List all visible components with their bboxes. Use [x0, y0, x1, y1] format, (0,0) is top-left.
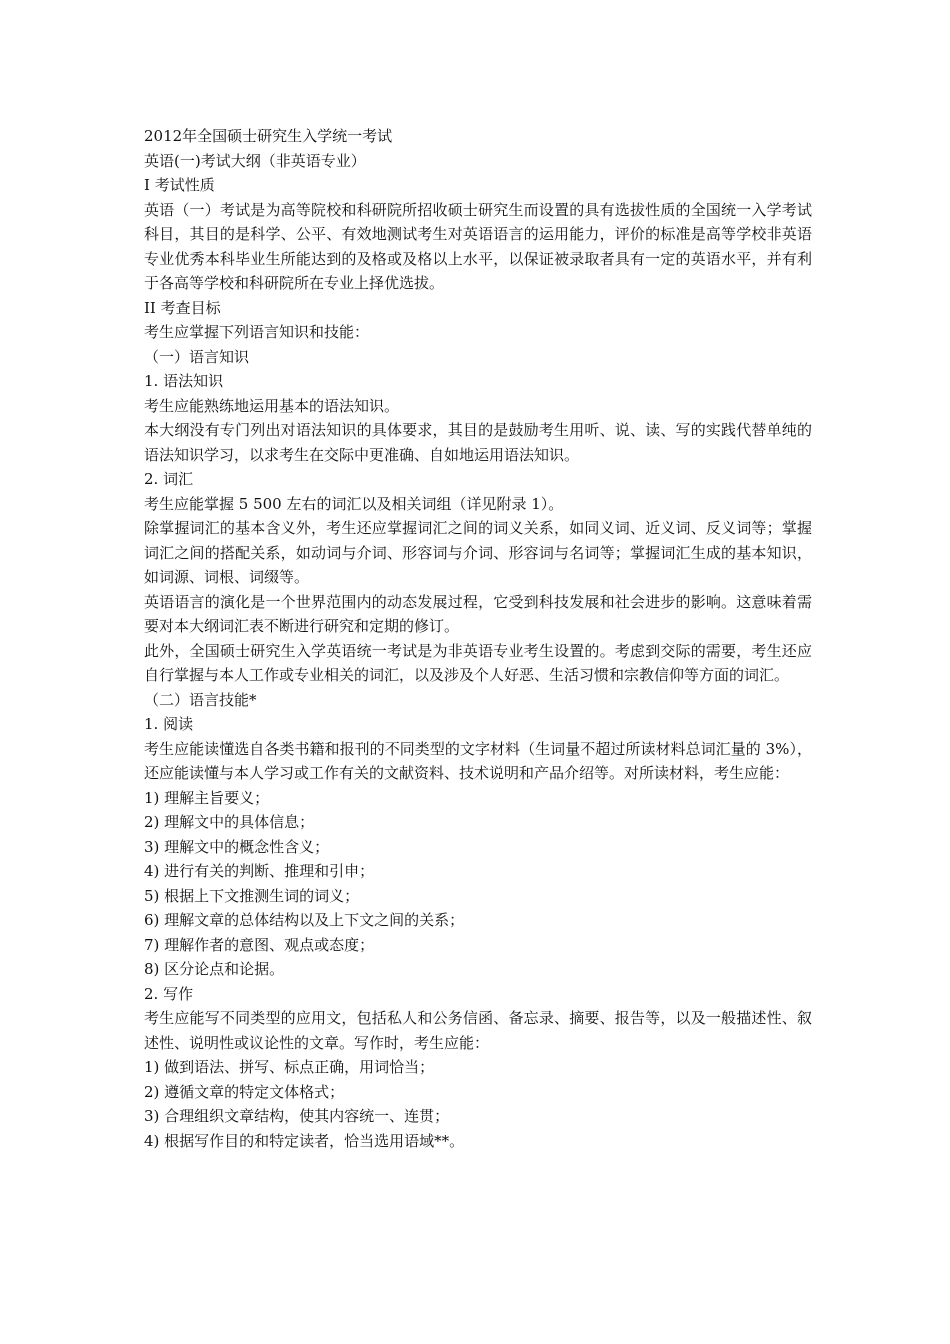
reading-intro-paragraph: 考生应能读懂选自各类书籍和报刊的不同类型的文字材料（生词量不超过所读材料总词汇量的 3%），还应能读懂与本人学习或工作有关的文献资料、技术说明和产品介绍等。对所读材料，考生应能：: [144, 739, 812, 782]
grammar-paragraph: 考生应能熟练地运用基本的语法知识。: [144, 396, 400, 415]
item-heading-grammar: 1. 语法知识: [144, 372, 224, 390]
writing-intro-paragraph: 考生应能写不同类型的应用文，包括私人和公务信函、备忘录、摘要、报告等，以及一般描述性、叙述性、说明性或议论性的文章。写作时，考生应能：: [144, 1009, 812, 1052]
list-item: 1) 理解主旨要义；: [144, 788, 270, 807]
vocabulary-paragraph: 除掌握词汇的基本含义外，考生还应掌握词汇之间的词义关系，如同义词、近义词、反义词等；掌握词汇之间的搭配关系，如动词与介词、形容词与介词、形容词与名词等；掌握词汇生成的基本知识，如词源、词根、词缀等。: [144, 519, 812, 586]
section-intro-objectives: 考生应掌握下列语言知识和技能：: [144, 323, 370, 341]
list-item: 1) 做到语法、拼写、标点正确，用词恰当；: [144, 1058, 435, 1076]
list-item: 4) 根据写作目的和特定读者，恰当选用语域**。: [144, 1131, 465, 1150]
list-item: 7) 理解作者的意图、观点或态度；: [144, 935, 375, 954]
section-body-nature: 英语（一）考试是为高等院校和科研院所招收硕士研究生而设置的具有选拔性质的全国统一入学考试科目，其目的是科学、公平、有效地测试考生对英语语言的运用能力，评价的标准是高等学校非英语专业优秀本科毕业生所能达到的及格或及格以上水平，以保证被录取者具有一定的英语水平，并有利于各高等学校和科研院所在专业上择优选拔。: [144, 200, 812, 292]
subsection-heading-skills: （二）语言技能*: [144, 690, 257, 709]
item-heading-reading: 1. 阅读: [144, 715, 194, 733]
document-title: 2012年全国硕士研究生入学统一考试: [144, 127, 393, 145]
list-item: 2) 理解文中的具体信息；: [144, 813, 315, 831]
list-item: 3) 合理组织文章结构，使其内容统一、连贯；: [144, 1107, 450, 1125]
document-subtitle: 英语(一)考试大纲（非英语专业）: [144, 151, 366, 170]
vocabulary-paragraph: 英语语言的演化是一个世界范围内的动态发展过程，它受到科技发展和社会进步的影响。这意味着需要对本大纲词汇表不断进行研究和定期的修订。: [144, 592, 812, 635]
list-item: 8) 区分论点和论据。: [144, 960, 285, 978]
vocabulary-paragraph: 此外，全国硕士研究生入学英语统一考试是为非英语专业考生设置的。考虑到交际的需要，考生还应自行掌握与本人工作或专业相关的词汇，以及涉及个人好恶、生活习惯和宗教信仰等方面的词汇。: [144, 641, 812, 684]
list-item: 4) 进行有关的判断、推理和引申；: [144, 862, 375, 880]
item-heading-writing: 2. 写作: [144, 984, 194, 1003]
list-item: 2) 遵循文章的特定文体格式；: [144, 1082, 345, 1101]
section-heading-objectives: II 考查目标: [144, 298, 221, 317]
list-item: 5) 根据上下文推测生词的词义；: [144, 886, 360, 905]
vocabulary-paragraph: 考生应能掌握 5 500 左右的词汇以及相关词组（详见附录 1）。: [144, 494, 564, 513]
list-item: 6) 理解文章的总体结构以及上下文之间的关系；: [144, 911, 465, 929]
section-heading-nature: I 考试性质: [144, 176, 215, 194]
document-page: [144, 124, 812, 1153]
list-item: 3) 理解文中的概念性含义；: [144, 837, 330, 856]
item-heading-vocabulary: 2. 词汇: [144, 470, 194, 488]
subsection-heading-knowledge: （一）语言知识: [144, 347, 250, 366]
grammar-paragraph: 本大纲没有专门列出对语法知识的具体要求，其目的是鼓励考生用听、说、读、写的实践代替单纯的语法知识学习，以求考生在交际中更准确、自如地运用语法知识。: [144, 421, 812, 464]
